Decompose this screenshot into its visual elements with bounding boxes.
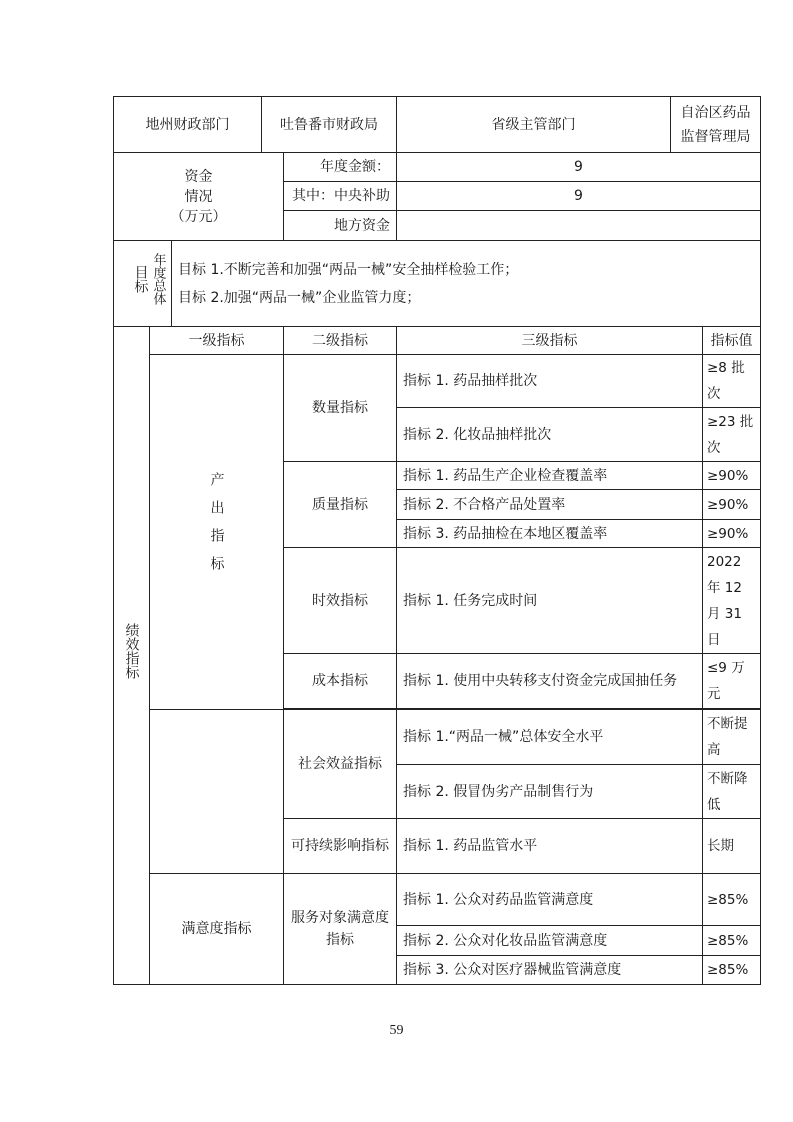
satisfaction-value-3: ≥85% bbox=[703, 956, 761, 985]
quantity-label: 数量指标 bbox=[284, 355, 397, 462]
local-funds-value bbox=[397, 211, 761, 241]
goals-side-label: 目标 bbox=[132, 265, 149, 293]
quality-item-3: 指标 3. 药品抽检在本地区覆盖率 bbox=[397, 520, 703, 548]
regional-finance-value: 吐鲁番市财政局 bbox=[262, 97, 397, 153]
quality-label: 质量指标 bbox=[284, 462, 397, 548]
satisfaction-item-2: 指标 2. 公众对化妆品监管满意度 bbox=[397, 926, 703, 956]
quality-value-2: ≥90% bbox=[703, 490, 761, 520]
social-item-2: 指标 2. 假冒伪劣产品制售行为 bbox=[397, 765, 703, 819]
level2-header: 二级指标 bbox=[284, 327, 397, 355]
level1-header: 一级指标 bbox=[150, 327, 284, 355]
page-number: 59 bbox=[389, 1023, 404, 1038]
timeliness-value-1: 2022 年 12 月 31 日 bbox=[703, 548, 761, 654]
provincial-dept-value: 自治区药品监督管理局 bbox=[671, 97, 761, 153]
performance-header-row bbox=[114, 327, 761, 355]
central-subsidy-label: 其中：中央补助 bbox=[284, 182, 397, 211]
provincial-dept-label: 省级主管部门 bbox=[397, 97, 671, 153]
quality-value-3: ≥90% bbox=[703, 520, 761, 548]
regional-finance-label: 地州财政部门 bbox=[114, 97, 262, 153]
central-subsidy-value: 9 bbox=[397, 182, 761, 211]
social-value-1: 不断提高 bbox=[703, 710, 761, 765]
value-header: 指标值 bbox=[703, 327, 761, 355]
satisfaction-value-1: ≥85% bbox=[703, 874, 761, 926]
annual-amount-label: 年度金额： bbox=[284, 153, 397, 182]
annual-amount-value: 9 bbox=[397, 153, 761, 182]
goals-content bbox=[172, 241, 761, 327]
goals-side-label-cell bbox=[114, 241, 150, 327]
table-row bbox=[114, 355, 761, 408]
goals-sub-label: 年度总体 bbox=[150, 253, 166, 305]
sustainable-label: 可持续影响指标 bbox=[284, 819, 397, 874]
satisfaction-item-1: 指标 1. 公众对药品监管满意度 bbox=[397, 874, 703, 926]
cost-value-1: ≤9 万元 bbox=[703, 654, 761, 709]
service-satisfaction-label: 服务对象满意度指标 bbox=[284, 874, 397, 985]
goal-1: 目标 1.不断完善和加强“两品一械”安全抽样检验工作； bbox=[178, 261, 519, 278]
social-item-1: 指标 1.“两品一械”总体安全水平 bbox=[397, 710, 703, 765]
cost-item-1: 指标 1. 使用中央转移支付资金完成国抽任务 bbox=[397, 654, 703, 709]
quantity-value-2: ≥23 批次 bbox=[703, 408, 761, 462]
goal-2: 目标 2.加强“两品一械”企业监管力度； bbox=[178, 289, 421, 306]
benefit-label bbox=[150, 710, 284, 874]
social-value-2: 不断降低 bbox=[703, 765, 761, 819]
funds-annual-row bbox=[114, 153, 761, 182]
quality-item-1: 指标 1. 药品生产企业检查覆盖率 bbox=[397, 462, 703, 490]
table-row bbox=[114, 710, 761, 765]
local-funds-label: 地方资金 bbox=[284, 211, 397, 241]
performance-side-label: 绩效指标 bbox=[123, 623, 140, 679]
timeliness-item-1: 指标 1. 任务完成时间 bbox=[397, 548, 703, 654]
performance-side-label-cell bbox=[114, 327, 150, 985]
satisfaction-value-2: ≥85% bbox=[703, 926, 761, 956]
cost-label: 成本指标 bbox=[284, 654, 397, 709]
sustainable-value-1: 长期 bbox=[703, 819, 761, 874]
satisfaction-label: 满意度指标 bbox=[150, 874, 284, 985]
annual-goals-row bbox=[114, 241, 761, 327]
output-label-cell bbox=[150, 355, 284, 710]
performance-target-table bbox=[113, 96, 761, 985]
quantity-item-1: 指标 1. 药品抽样批次 bbox=[397, 355, 703, 408]
quality-value-1: ≥90% bbox=[703, 462, 761, 490]
social-benefit-label: 社会效益指标 bbox=[284, 710, 397, 819]
goals-sub-label-cell bbox=[150, 241, 172, 327]
timeliness-label: 时效指标 bbox=[284, 548, 397, 654]
table-row bbox=[114, 874, 761, 926]
quantity-item-2: 指标 2. 化妆品抽样批次 bbox=[397, 408, 703, 462]
funds-section-label: 资金 情况 （万元） bbox=[114, 153, 284, 241]
quality-item-2: 指标 2. 不合格产品处置率 bbox=[397, 490, 703, 520]
sustainable-item-1: 指标 1. 药品监管水平 bbox=[397, 819, 703, 874]
output-label: 产出指标 bbox=[208, 471, 225, 584]
satisfaction-item-3: 指标 3. 公众对医疗器械监管满意度 bbox=[397, 956, 703, 985]
quantity-value-1: ≥8 批次 bbox=[703, 355, 761, 408]
department-row bbox=[114, 97, 761, 153]
level3-header: 三级指标 bbox=[397, 327, 703, 355]
